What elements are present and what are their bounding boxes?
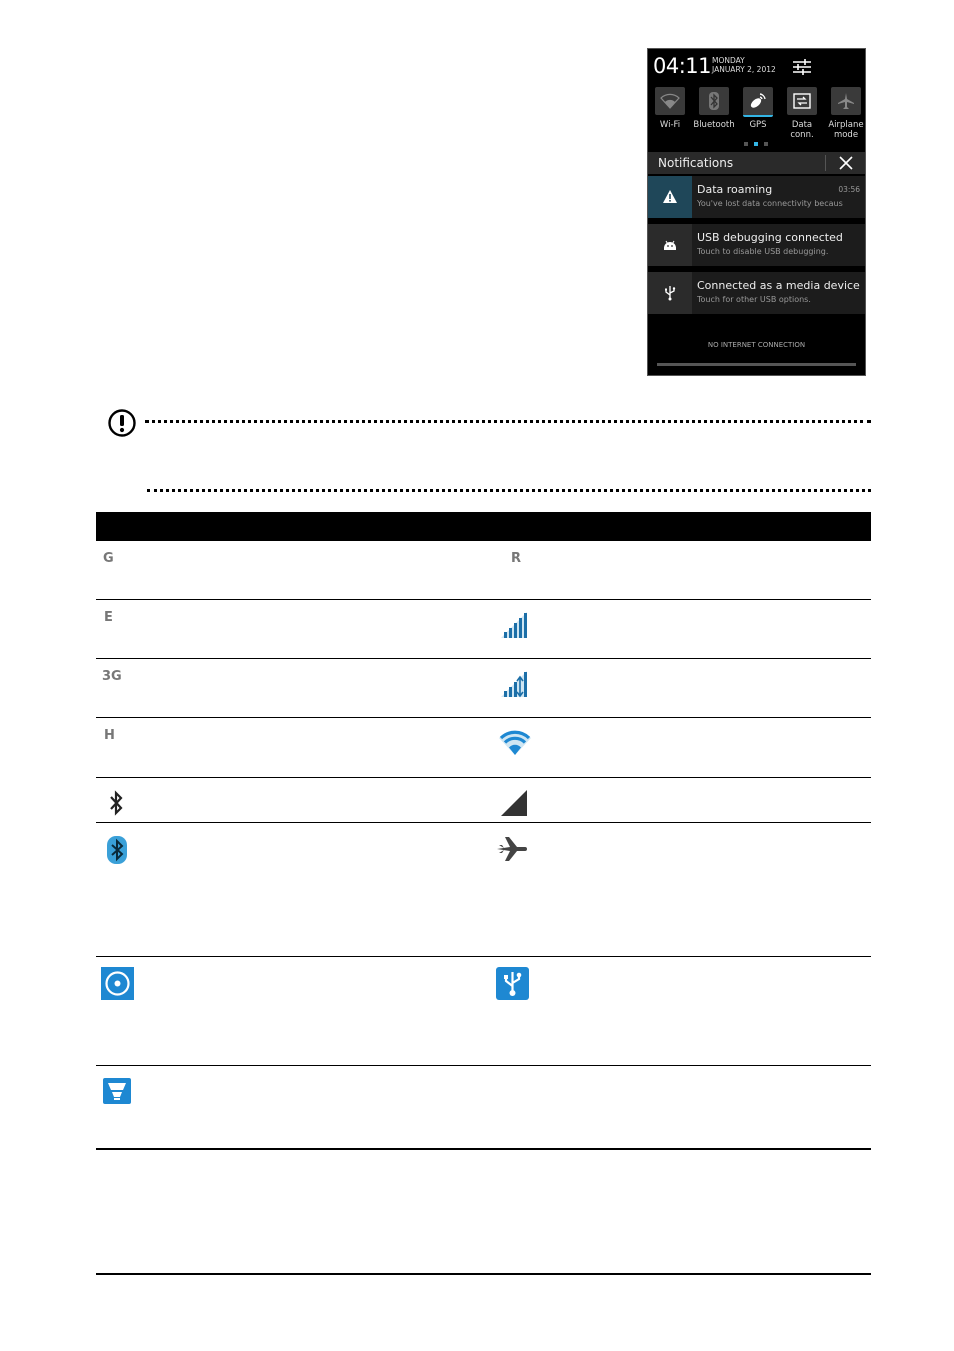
wifi-connected-icon — [498, 729, 532, 757]
warning-icon — [662, 189, 678, 205]
day-of-week: MONDAY — [712, 56, 745, 65]
table-row — [96, 778, 871, 823]
3g-icon: 3G — [102, 669, 122, 684]
qs-label-airplane: Airplane mode — [828, 120, 864, 140]
no-signal-icon — [500, 789, 528, 817]
status-icon-table — [96, 512, 871, 1150]
header-divider — [825, 155, 826, 171]
note-top-border — [145, 420, 871, 423]
gps-active-icon — [101, 967, 134, 1000]
table-row — [96, 600, 871, 659]
qs-tile-data-connection[interactable] — [787, 87, 817, 115]
notification-title: USB debugging connected — [697, 231, 843, 244]
notification-data-roaming[interactable] — [648, 176, 865, 219]
qs-tile-airplane[interactable] — [831, 87, 861, 115]
carrier-status: NO INTERNET CONNECTION — [707, 341, 806, 349]
signal-strength-icon — [499, 610, 529, 640]
notifications-header — [648, 152, 865, 174]
notification-title: Connected as a media device — [697, 279, 860, 292]
qs-label-bluetooth: Bluetooth — [693, 120, 735, 130]
android-icon — [662, 237, 678, 253]
notification-panel-screenshot — [647, 48, 866, 376]
data-connection-icon — [792, 91, 812, 111]
qs-tile-bluetooth[interactable] — [699, 87, 729, 115]
bluetooth-icon — [704, 91, 724, 111]
table-row — [96, 823, 871, 957]
qs-tile-gps[interactable] — [743, 87, 773, 117]
gps-icon — [748, 91, 768, 111]
table-row — [96, 1066, 871, 1150]
wifi-icon — [660, 91, 680, 111]
bluetooth-on-icon — [108, 790, 124, 816]
qs-label-data: Data conn. — [790, 120, 814, 140]
table-row — [96, 659, 871, 718]
signal-data-icon — [499, 669, 529, 699]
important-note-icon — [107, 408, 137, 438]
hspa-h-icon: H — [104, 728, 115, 743]
notification-text: You've lost data connectivity becaus — [697, 199, 843, 208]
airplane-mode-icon — [496, 836, 528, 862]
pager-dot-active — [754, 142, 758, 146]
bluetooth-connected-icon — [106, 835, 128, 865]
table-row — [96, 718, 871, 778]
clock-date — [712, 56, 776, 74]
settings-sliders-icon[interactable] — [792, 58, 812, 76]
airplane-icon — [836, 91, 856, 111]
notification-media-device[interactable] — [648, 272, 865, 315]
usb-icon — [662, 285, 678, 301]
table-row — [96, 541, 871, 600]
notification-text: Touch for other USB options. — [697, 295, 811, 304]
pager-dot — [744, 142, 748, 146]
qs-label-wifi: Wi-Fi — [659, 120, 681, 130]
qs-tile-wifi[interactable] — [655, 87, 685, 115]
note-bottom-border — [147, 489, 871, 492]
usb-connected-icon — [496, 967, 529, 1000]
clock-time: 04:11 — [653, 54, 712, 78]
notification-text: Touch to disable USB debugging. — [697, 247, 829, 256]
table-header — [96, 512, 871, 541]
storage-icon — [103, 1078, 131, 1104]
notification-title: Data roaming — [697, 183, 773, 196]
table-row — [96, 957, 871, 1066]
edge-e-icon: E — [104, 610, 113, 625]
notification-time: 03:56 — [838, 185, 860, 194]
page-footer-rule — [96, 1273, 871, 1275]
notifications-title: Notifications — [658, 156, 734, 170]
roaming-r-icon: R — [511, 551, 522, 566]
notification-usb-debugging[interactable] — [648, 224, 865, 267]
qs-label-gps: GPS — [749, 120, 767, 130]
full-date: JANUARY 2, 2012 — [712, 65, 776, 74]
drag-handle[interactable] — [657, 363, 856, 366]
pager-dot — [764, 142, 768, 146]
gprs-g-icon: G — [103, 551, 114, 566]
clear-notifications-icon[interactable] — [838, 155, 854, 171]
